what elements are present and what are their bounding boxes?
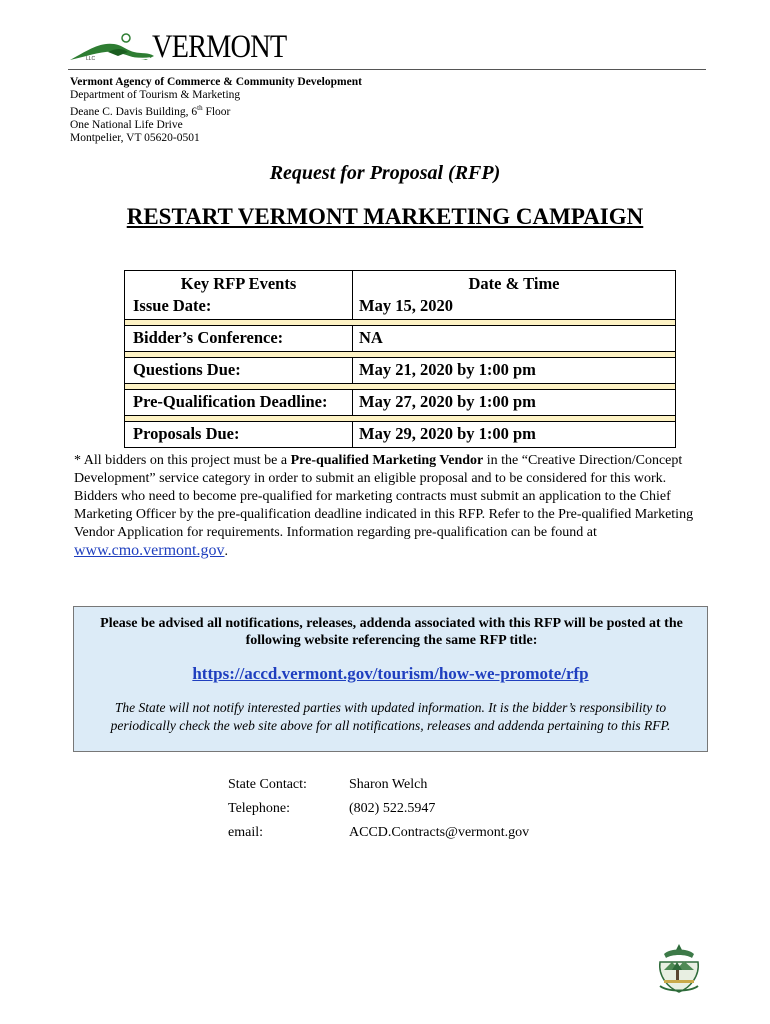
- city-line: Montpelier, VT 05620-0501: [70, 131, 200, 144]
- note-text-2: in the “Creative Direction/Concept Development” service category in order to submit an eligible proposal and to be considered for this work. Bidders who need to become pre-qualified for marketing contracts must submit an application to the Chief Marketing Officer by the pre-qualification deadline indicated in this RFP. Refer to the Pre-qualified Marketing Vendor Application for requirements. Information regarding pre-qualification can be found at: [74, 453, 694, 540]
- contact-email[interactable]: ACCD.Contracts@vermont.gov: [349, 825, 530, 840]
- table-row-event: Proposals Due:: [133, 424, 240, 443]
- note-text-1: * All bidders on this project must be a: [74, 453, 291, 468]
- key-events-table: [124, 270, 676, 448]
- building-line-floor: Floor: [202, 105, 231, 118]
- agency-name: Vermont Agency of Commerce & Community Development: [70, 76, 362, 88]
- street-line: One National Life Drive: [70, 118, 183, 131]
- table-row-date: May 29, 2020 by 1:00 pm: [359, 424, 536, 443]
- rfp-title: Request for Proposal (RFP): [269, 162, 501, 184]
- department-name: Department of Tourism & Marketing: [70, 89, 241, 101]
- table-row-event: Pre-Qualification Deadline:: [133, 392, 328, 411]
- table-row-date: May 27, 2020 by 1:00 pm: [359, 392, 536, 411]
- logo-small-text: LLC: [86, 56, 96, 62]
- notice-disclaimer: The State will not notify interested parties with updated information. It is the bidder’s responsibility to periodically check the web site above for all notifications, releases and addenda pertaining to this RFP.: [110, 700, 671, 733]
- table-row-date: May 21, 2020 by 1:00 pm: [359, 360, 536, 379]
- vermont-state-seal-icon: [654, 942, 704, 994]
- vermont-wordmark: VERMONT: [152, 29, 287, 65]
- prequalification-note: [74, 452, 698, 561]
- note-bold-vendor: Pre-qualified Marketing Vendor: [290, 453, 484, 468]
- table-header-date: Date & Time: [468, 274, 560, 293]
- notice-box: [73, 606, 708, 752]
- contact-label: State Contact:: [228, 777, 307, 792]
- header-rule: [68, 69, 706, 70]
- rfp-website-link[interactable]: https://accd.vermont.gov/tourism/how-we-promote/rfp: [192, 664, 589, 683]
- address-block: [70, 76, 362, 145]
- table-row-band: [125, 351, 675, 358]
- note-text-3: .: [224, 544, 228, 559]
- table-row-event: Questions Due:: [133, 360, 241, 379]
- building-line-text: Deane C. Davis Building, 6: [70, 105, 198, 118]
- table-row-band: [125, 383, 675, 390]
- contact-value: Sharon Welch: [349, 777, 428, 792]
- table-row-event: Issue Date:: [133, 296, 212, 315]
- table-header-events: Key RFP Events: [180, 274, 297, 293]
- contact-value: (802) 522.5947: [349, 801, 436, 816]
- table-row-event: Bidder’s Conference:: [133, 328, 284, 347]
- building-line-sup: th: [197, 104, 203, 112]
- contact-label: Telephone:: [228, 801, 290, 816]
- cmo-link[interactable]: www.cmo.vermont.gov: [74, 542, 225, 559]
- table-row-date: May 15, 2020: [359, 296, 453, 315]
- table-row-date: NA: [359, 328, 383, 347]
- table-row-band: [125, 415, 675, 422]
- table-row-band: [125, 319, 675, 326]
- notice-advisory: Please be advised all notifications, releases, addenda associated with this RFP will be posted at the following website referencing the same RFP title:: [100, 616, 683, 648]
- campaign-title: RESTART VERMONT MARKETING CAMPAIGN: [126, 204, 644, 229]
- building-line: [70, 102, 362, 119]
- contact-label: email:: [228, 825, 263, 840]
